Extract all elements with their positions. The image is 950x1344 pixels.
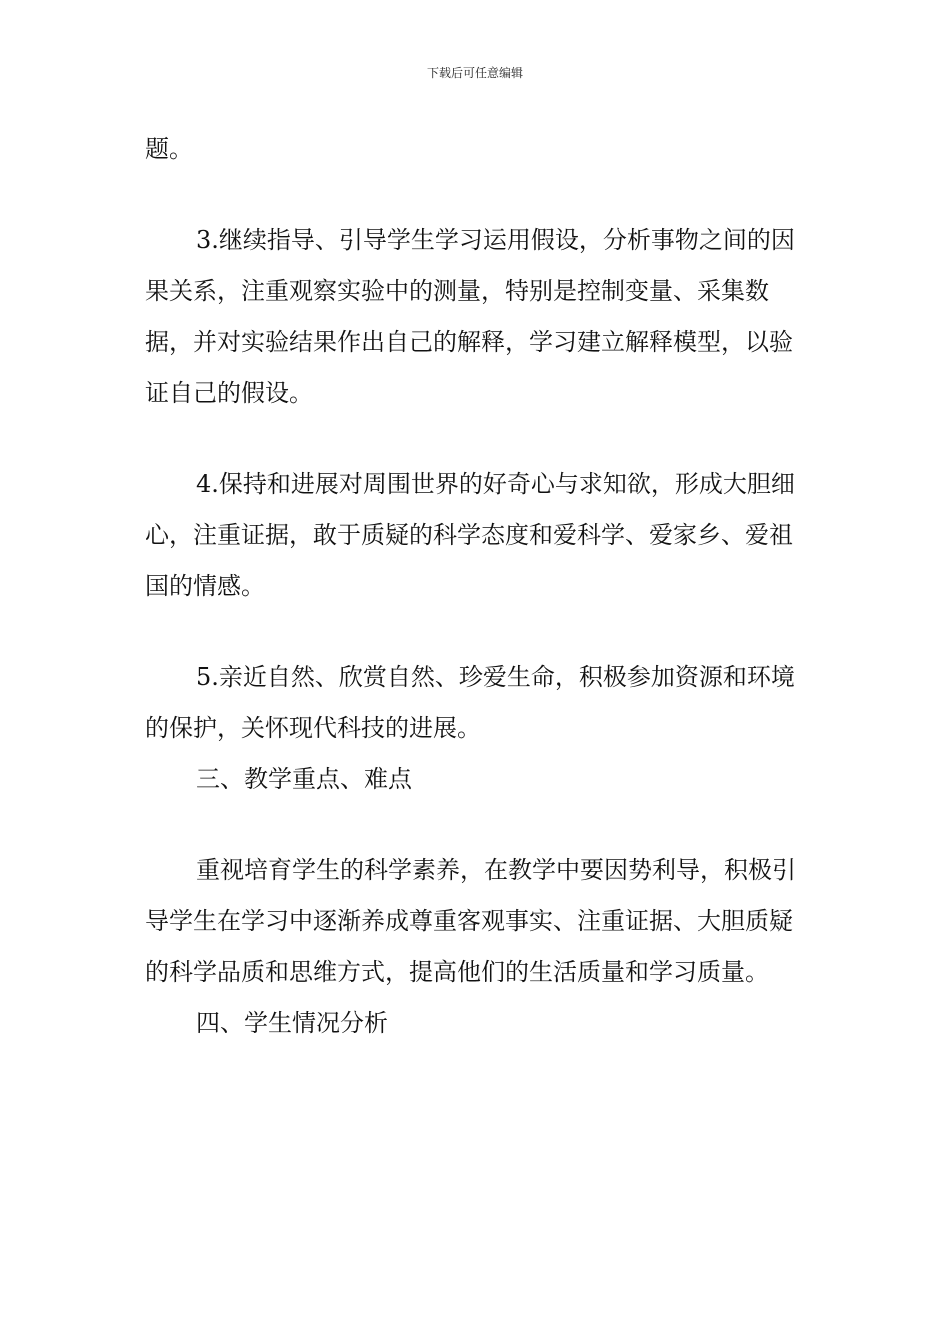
- paragraph-continued: 题。: [145, 135, 193, 163]
- header-note: 下载后可任意编辑: [426, 66, 523, 80]
- paragraph-item-3: 3.继续指导、引导学生学习运用假设，分析事物之间的因果关系，注重观察实验中的测量，特别是控制变量、采集数据，并对实验结果作出自己的解释，学习建立解释模型，以验证自己的假设。: [145, 226, 795, 407]
- paragraph-focus: 重视培育学生的科学素养，在教学中要因势利导，积极引导学生在学习中逐渐养成尊重客观事实、注重证据、大胆质疑的科学品质和思维方式，提高他们的生活质量和学习质量。: [145, 856, 796, 986]
- section-heading-3: 三、教学重点、难点: [196, 765, 412, 793]
- section-heading-4: 四、学生情况分析: [196, 1009, 388, 1037]
- document-body: [145, 124, 807, 1049]
- paragraph-item-5: 5.亲近自然、欣赏自然、珍爱生命，积极参加资源和环境的保护，关怀现代科技的进展。: [145, 663, 795, 742]
- paragraph-item-4: 4.保持和进展对周围世界的好奇心与求知欲，形成大胆细心，注重证据，敢于质疑的科学态度和爱科学、爱家乡、爱祖国的情感。: [145, 470, 795, 600]
